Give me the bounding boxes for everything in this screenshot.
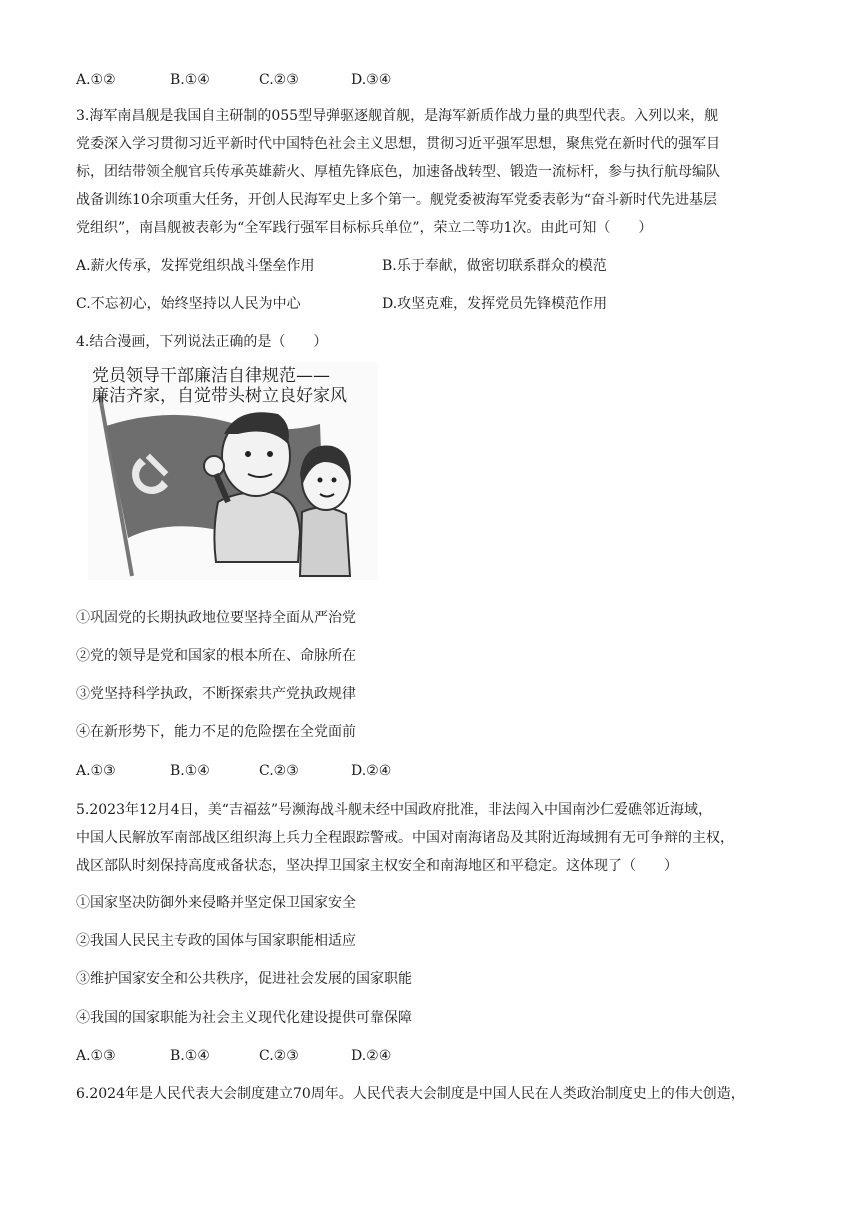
q5-option-d: D.②④ xyxy=(351,1048,392,1064)
q4-statement-4: ④在新形势下，能力不足的危险摆在全党面前 xyxy=(76,724,356,740)
q2-option-b: B.①④ xyxy=(170,72,210,88)
q3-options-row1 xyxy=(76,256,796,276)
q3-option-d: D.攻坚克难，发挥党员先锋模范作用 xyxy=(382,296,608,312)
q5-stem xyxy=(76,796,784,880)
q4-option-c: C.②③ xyxy=(259,763,299,779)
q5-stem-line: 战区部队时刻保持高度戒备状态，坚决捍卫国家主权安全和南海地区和平稳定。这体现了（ ） xyxy=(76,858,678,874)
q3-stem-line: 标，团结带领全舰官兵传承英雄薪火、厚植先锋底色，加速备战转型、锻造一流标杆，参与执行航母编队 xyxy=(76,164,720,180)
q3-stem xyxy=(76,102,784,242)
q5-option-b: B.①④ xyxy=(170,1048,210,1064)
q4-option-b: B.①④ xyxy=(170,763,210,779)
q5-stem-line: 5.2023年12月4日，美“吉福兹”号濒海战斗舰未经中国政府批准，非法闯入中国南沙仁爱礁邻近海域， xyxy=(76,802,713,818)
q3-option-c: C.不忘初心，始终坚持以人民为中心 xyxy=(76,296,301,312)
q3-stem-line: 党委深入学习贯彻习近平新时代中国特色社会主义思想，贯彻习近平强军思想，聚焦党在新时代的强军目 xyxy=(76,136,720,152)
q6-stem: 6.2024年是人民代表大会制度建立70周年。人民代表大会制度是中国人民在人类政治制度史上的伟大创造， xyxy=(76,1086,745,1102)
cartoon-caption xyxy=(92,366,347,406)
q3-options-row2 xyxy=(76,294,796,314)
cartoon-caption-line: 廉洁齐家，自觉带头树立良好家风 xyxy=(92,386,347,406)
q4-statement-3: ③党坚持科学执政，不断探索共产党执政规律 xyxy=(76,686,356,702)
q5-statement-2: ②我国人民民主专政的国体与国家职能相适应 xyxy=(76,933,356,949)
q5-statement-1: ①国家坚决防御外来侵略并坚定保卫国家安全 xyxy=(76,895,356,911)
q4-statement-2: ②党的领导是党和国家的根本所在、命脉所在 xyxy=(76,648,356,664)
cartoon-caption-line: 党员领导干部廉洁自律规范—— xyxy=(92,366,330,386)
q3-stem-line: 党组织”，南昌舰被表彰为“全军践行强军目标标兵单位”，荣立二等功1次。由此可知（ ） xyxy=(76,220,653,236)
q3-stem-line: 3.海军南昌舰是我国自主研制的055型导弹驱逐舰首舰，是海军新质作战力量的典型代表。入列以来，舰 xyxy=(76,108,719,124)
q3-option-b: B.乐于奉献，做密切联系群众的模范 xyxy=(382,258,607,274)
q2-option-a: A.①② xyxy=(76,72,116,88)
q5-statement-4: ④我国的国家职能为社会主义现代化建设提供可靠保障 xyxy=(76,1010,412,1026)
q3-option-a: A.薪火传承，发挥党组织战斗堡垒作用 xyxy=(76,258,315,274)
q4-option-d: D.②④ xyxy=(351,763,392,779)
q5-stem-line: 中国人民解放军南部战区组织海上兵力全程跟踪警戒。中国对南海诸岛及其附近海域拥有无可争辩的主权， xyxy=(76,830,734,846)
q5-option-c: C.②③ xyxy=(259,1048,299,1064)
q2-option-c: C.②③ xyxy=(259,72,299,88)
q4-stem: 4.结合漫画，下列说法正确的是（ ） xyxy=(76,334,328,350)
q4-statement-1: ①巩固党的长期执政地位要坚持全面从严治党 xyxy=(76,610,356,626)
q5-statement-3: ③维护国家安全和公共秩序，促进社会发展的国家职能 xyxy=(76,971,412,987)
q2-option-d: D.③④ xyxy=(351,72,392,88)
q5-option-a: A.①③ xyxy=(76,1048,116,1064)
q3-stem-line: 战备训练10余项重大任务，开创人民海军史上多个第一。舰党委被海军党委表彰为“奋斗新时代先进基层 xyxy=(76,192,717,208)
q4-option-a: A.①③ xyxy=(76,763,116,779)
